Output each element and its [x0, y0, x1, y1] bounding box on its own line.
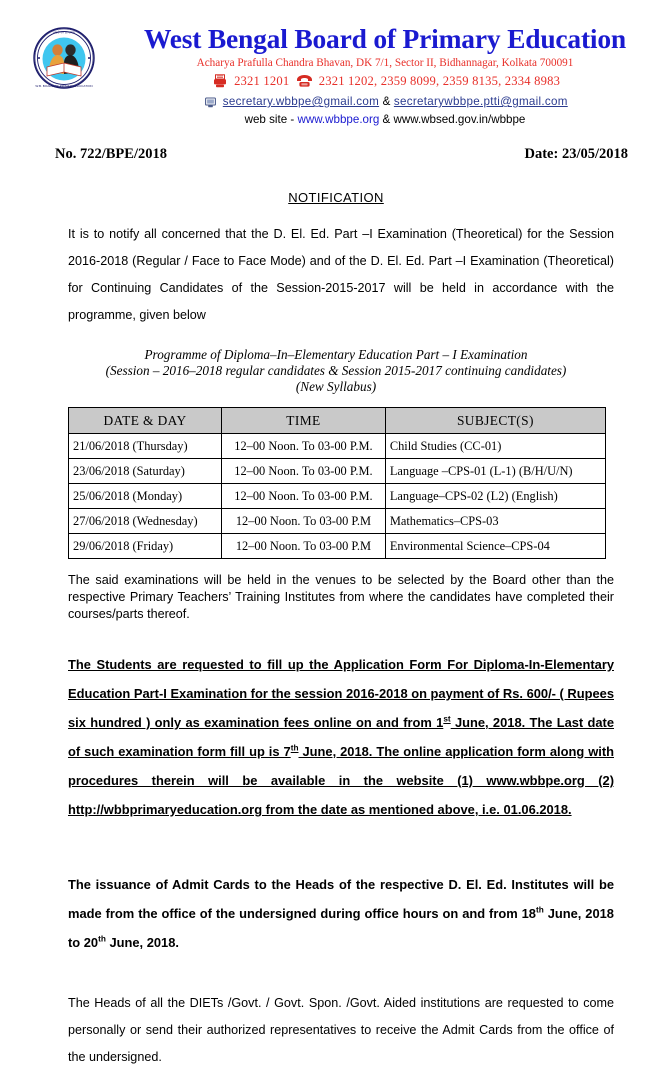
email-address-1[interactable]: secretary.wbbpe@gmail.com	[222, 95, 380, 108]
table-row	[69, 434, 606, 459]
reference-row	[0, 146, 672, 163]
cell-subject: Mathematics–CPS-03	[385, 509, 605, 534]
column-header-subject: SUBJECT(S)	[385, 408, 605, 434]
table-row	[69, 459, 606, 484]
cell-subject: Child Studies (CC-01)	[385, 434, 605, 459]
cell-subject: Environmental Science–CPS-04	[385, 534, 605, 559]
column-header-time: TIME	[222, 408, 386, 434]
cell-subject: Language –CPS-01 (L-1) (B/H/U/N)	[385, 459, 605, 484]
column-header-date: DATE & DAY	[69, 408, 222, 434]
cell-date: 23/06/2018 (Saturday)	[69, 459, 222, 484]
programme-heading	[0, 347, 672, 395]
cell-date: 25/06/2018 (Monday)	[69, 484, 222, 509]
application-text-part-2: June, 2018. The Last date of such examination form fill up is 7	[68, 714, 615, 759]
cell-time: 12–00 Noon. To 03-00 P.M.	[222, 434, 386, 459]
cell-date: 29/06/2018 (Friday)	[69, 534, 222, 559]
programme-heading-line-1: Programme of Diploma–In–Elementary Education Part – I Examination	[144, 347, 528, 362]
cell-time: 12–00 Noon. To 03-00 P.M.	[222, 484, 386, 509]
admit-card-paragraph	[68, 870, 614, 957]
contact-phone-line	[104, 73, 666, 92]
schedule-table-wrap	[0, 407, 672, 559]
admit-card-text-part-1: The issuance of Admit Cards to the Heads of the respective D. El. Ed. Institutes will be made from the office of the undersigned during office hours on and from 18	[68, 876, 614, 921]
page-title: NOTIFICATION	[288, 190, 384, 205]
admit-card-text-part-3: June, 2018.	[105, 934, 179, 950]
organization-address: Acharya Prafulla Chandra Bhavan, DK 7/1, Sector II, Bidhannagar, Kolkata 700091	[196, 57, 574, 69]
cell-date: 27/06/2018 (Wednesday)	[69, 509, 222, 534]
phone-numbers: 2321 1202, 2359 8099, 2359 8135, 2334 8983	[318, 74, 561, 88]
computer-monitor-icon	[205, 97, 216, 112]
table-header-row	[69, 408, 606, 434]
cell-time: 12–00 Noon. To 03-00 P.M	[222, 509, 386, 534]
table-row	[69, 534, 606, 559]
notification-title-wrap	[0, 190, 672, 205]
memo-date: Date: 23/05/2018	[524, 146, 628, 162]
website-link-1[interactable]: www.wbbpe.org	[297, 113, 380, 126]
programme-heading-line-2: (Session – 2016–2018 regular candidates & Session 2015-2017 continuing candidates)	[105, 363, 567, 378]
contact-website-line	[104, 113, 666, 127]
application-ordinal-1: st	[443, 714, 451, 724]
website-link-2[interactable]: www.wbsed.gov.in/wbbpe	[393, 113, 526, 126]
exam-schedule-table	[68, 407, 606, 559]
svg-text:পশ্চট বঙ্গ প্রাথমিক: পশ্চট বঙ্গ প্রাথমিক	[53, 30, 75, 35]
application-paragraph	[68, 650, 614, 824]
programme-heading-line-3: (New Syllabus)	[295, 379, 377, 394]
admit-card-ordinal-2: th	[98, 934, 106, 944]
svg-text:W.B. BOARD OF PRIMARY EDUCATIO: W.B. BOARD OF PRIMARY EDUCATION	[35, 84, 93, 88]
application-text-part-1: The Students are requested to fill up the Application Form For Diploma-In-Elementary Education Part-I Examination for the session 2016-2018 on payment of Rs. 600/- ( Rupees six hundred ) only as examination fees online on and from 1	[68, 656, 614, 730]
telephone-icon	[296, 74, 313, 92]
website-prefix-label: web site -	[244, 113, 298, 126]
fax-icon	[213, 74, 228, 92]
letterhead-text-block	[0, 24, 672, 127]
contact-email-line	[104, 94, 666, 112]
admit-card-text-part-2: June, 2018 to 20	[68, 905, 614, 950]
cell-subject: Language–CPS-02 (L2) (English)	[385, 484, 605, 509]
wbbpe-seal-logo	[33, 27, 95, 89]
admit-card-ordinal-1: th	[535, 905, 544, 915]
cell-date: 21/06/2018 (Thursday)	[69, 434, 222, 459]
document-letterhead	[0, 0, 672, 126]
memo-number: No. 722/BPE/2018	[55, 146, 167, 162]
application-text-part-3: June, 2018. The online application form along with procedures therein will be available in the website (1) www.wbbpe.org (2) http://wbbprimaryeducation.org from the date as mentioned above, i.e. 01.06.2018.	[68, 743, 614, 817]
organization-title: West Bengal Board of Primary Education	[143, 23, 627, 54]
application-ordinal-2: th	[290, 743, 299, 753]
email-separator: &	[382, 95, 391, 108]
intro-section	[0, 221, 672, 329]
cell-time: 12–00 Noon. To 03-00 P.M	[222, 534, 386, 559]
table-row	[69, 484, 606, 509]
cell-time: 12–00 Noon. To 03-00 P.M.	[222, 459, 386, 484]
website-separator: &	[379, 113, 394, 126]
table-row	[69, 509, 606, 534]
notes-section	[0, 559, 672, 1071]
intro-paragraph: It is to notify all concerned that the D. El. Ed. Part –I Examination (Theoretical) for the Session 2016-2018 (Regular / Face to Face Mode) and of the D. El. Ed. Part –I Examination (Theoretical) for Continuing Candidates of the Session-2015-2017 will be held in accordance with the programme, given below	[68, 227, 614, 322]
fax-number: 2321 1201	[234, 74, 290, 88]
heads-paragraph: The Heads of all the DIETs /Govt. / Govt. Spon. /Govt. Aided institutions are requested to come personally or send their authorized representatives to receive the Admit Cards from the office of the undersigned.	[68, 995, 614, 1064]
email-address-2[interactable]: secretarywbbpe.ptti@gmail.com	[393, 95, 568, 108]
venue-paragraph: The said examinations will be held in the venues to be selected by the Board other than the respective Primary Teachers’ Training Institutes from where the candidates have completed their courses/parts thereof.	[68, 573, 614, 621]
